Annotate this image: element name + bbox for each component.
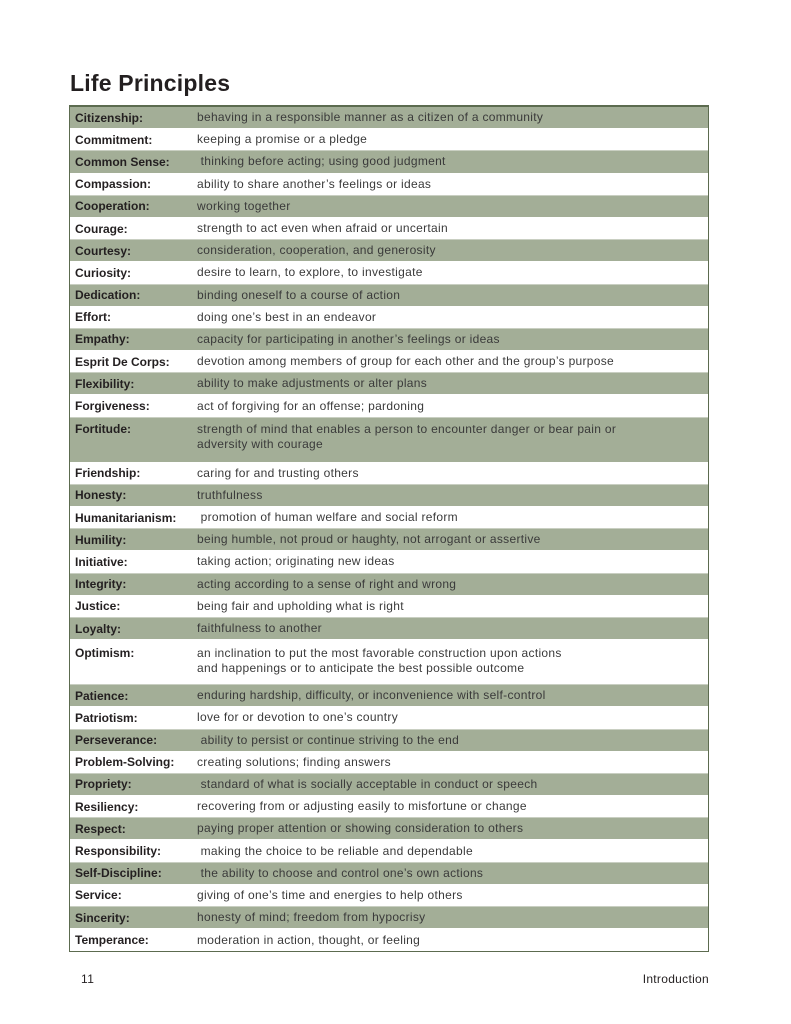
principle-definition: strength to act even when afraid or uncertain [197, 221, 448, 236]
table-row [70, 218, 708, 240]
principle-definition: capacity for participating in another’s feelings or ideas [197, 331, 500, 346]
table-row [70, 796, 708, 818]
principle-definition: ability to make adjustments or alter plans [197, 376, 428, 391]
table-row [70, 618, 708, 640]
table-row [70, 240, 708, 262]
principle-term: Integrity: [75, 577, 127, 592]
table-row [70, 818, 708, 840]
table-row [70, 262, 708, 284]
principle-definition: keeping a promise or a pledge [197, 132, 368, 147]
principle-definition: act of forgiving for an offense; pardoning [197, 398, 425, 413]
life-principles-table [69, 105, 709, 952]
principle-definition: acting according to a sense of right and wrong [197, 576, 457, 591]
principle-term: Optimism: [75, 646, 135, 661]
principle-definition: the ability to choose and control one’s own actions [197, 865, 484, 880]
principle-definition: being fair and upholding what is right [197, 598, 404, 613]
table-row [70, 395, 708, 417]
principle-term: Friendship: [75, 466, 141, 481]
principle-definition: being humble, not proud or haughty, not arrogant or assertive [197, 532, 541, 547]
principle-term: Citizenship: [75, 110, 143, 125]
principle-term: Forgiveness: [75, 399, 150, 414]
definition-line: adversity with courage [197, 436, 323, 451]
principle-term: Patriotism: [75, 710, 138, 725]
principle-term: Compassion: [75, 177, 152, 192]
principle-definition: standard of what is socially acceptable in conduct or speech [197, 776, 538, 791]
section-name: Introduction [642, 972, 709, 986]
principle-term: Temperance: [75, 933, 149, 948]
table-row [70, 774, 708, 796]
table-row [70, 640, 708, 685]
principle-term: Humanitarianism: [75, 510, 177, 525]
table-row [70, 929, 708, 951]
table-row [70, 329, 708, 351]
table-row [70, 285, 708, 307]
principle-term: Flexibility: [75, 376, 135, 391]
table-row [70, 707, 708, 729]
principle-definition: consideration, cooperation, and generosity [197, 243, 436, 258]
principle-term: Honesty: [75, 488, 127, 503]
principle-definition: moderation in action, thought, or feeling [197, 932, 421, 947]
table-row [70, 730, 708, 752]
table-row [70, 551, 708, 573]
principle-definition: working together [197, 198, 291, 213]
table-row [70, 351, 708, 373]
principle-term: Cooperation: [75, 199, 150, 214]
principle-definition: creating solutions; finding answers [197, 754, 391, 769]
principle-definition: taking action; originating new ideas [197, 554, 395, 569]
table-row [70, 752, 708, 774]
table-row [70, 885, 708, 907]
table-row [70, 463, 708, 485]
principle-definition: ability to share another’s feelings or ideas [197, 176, 432, 191]
principle-term: Loyalty: [75, 621, 122, 636]
principle-definition: caring for and trusting others [197, 465, 359, 480]
principle-definition: ability to persist or continue striving to the end [197, 732, 460, 747]
principle-term: Dedication: [75, 288, 141, 303]
principle-term: Service: [75, 888, 122, 903]
definition-line: and happenings or to anticipate the best possible outcome [197, 661, 525, 676]
principle-definition: love for or devotion to one’s country [197, 710, 398, 725]
definition-line: strength of mind that enables a person to encounter danger or bear pain or [197, 421, 617, 436]
table-row [70, 151, 708, 173]
table-row [70, 863, 708, 885]
principle-term: Respect: [75, 821, 126, 836]
table-row [70, 418, 708, 463]
principle-definition: enduring hardship, difficulty, or inconvenience with self-control [197, 688, 546, 703]
principle-term: Patience: [75, 688, 129, 703]
principle-term: Courage: [75, 221, 128, 236]
definition-line: an inclination to put the most favorable construction upon actions [197, 646, 562, 661]
principle-term: Humility: [75, 532, 127, 547]
principle-definition: making the choice to be reliable and dependable [197, 843, 473, 858]
principle-definition: truthfulness [197, 487, 263, 502]
principle-term: Commitment: [75, 132, 153, 147]
table-row [70, 485, 708, 507]
table-row [70, 685, 708, 707]
principle-term: Fortitude: [75, 421, 131, 436]
page-number: 11 [81, 972, 95, 986]
table-row [70, 529, 708, 551]
page-title: Life Principles [70, 70, 231, 96]
table-row [70, 373, 708, 395]
principle-term: Empathy: [75, 332, 130, 347]
principle-definition: giving of one’s time and energies to help others [197, 887, 463, 902]
principle-definition [197, 646, 708, 676]
principle-definition: thinking before acting; using good judgment [197, 154, 446, 169]
principle-definition: doing one’s best in an endeavor [197, 309, 377, 324]
principle-term: Courtesy: [75, 243, 132, 258]
principle-term: Curiosity: [75, 265, 132, 280]
table-row [70, 174, 708, 196]
table-row [70, 307, 708, 329]
principle-definition: desire to learn, to explore, to investigate [197, 265, 423, 280]
principle-term: Justice: [75, 599, 121, 614]
principle-term: Problem-Solving: [75, 755, 175, 770]
principle-definition: promotion of human welfare and social reform [197, 510, 458, 525]
table-row [70, 129, 708, 151]
principle-term: Effort: [75, 310, 111, 325]
table-row [70, 840, 708, 862]
principle-term: Sincerity: [75, 910, 130, 925]
principle-term: Initiative: [75, 554, 128, 569]
table-row [70, 574, 708, 596]
table-row [70, 596, 708, 618]
table-row [70, 507, 708, 529]
principle-definition: honesty of mind; freedom from hypocrisy [197, 910, 426, 925]
principle-definition: recovering from or adjusting easily to misfortune or change [197, 799, 527, 814]
principle-term: Esprit De Corps: [75, 354, 170, 369]
principle-definition: behaving in a responsible manner as a citizen of a community [197, 110, 544, 125]
principle-definition [197, 422, 708, 452]
principle-definition: paying proper attention or showing consideration to others [197, 821, 524, 836]
principle-term: Self-Discipline: [75, 866, 162, 881]
principle-term: Responsibility: [75, 844, 162, 859]
principle-term: Common Sense: [75, 154, 170, 169]
principle-term: Propriety: [75, 777, 132, 792]
table-row [70, 107, 708, 129]
principle-term: Perseverance: [75, 733, 158, 748]
principle-term: Resiliency: [75, 799, 139, 814]
table-row [70, 196, 708, 218]
table-row [70, 907, 708, 929]
principle-definition: devotion among members of group for each other and the group’s purpose [197, 354, 615, 369]
principle-definition: faithfulness to another [197, 621, 322, 636]
principle-definition: binding oneself to a course of action [197, 287, 401, 302]
